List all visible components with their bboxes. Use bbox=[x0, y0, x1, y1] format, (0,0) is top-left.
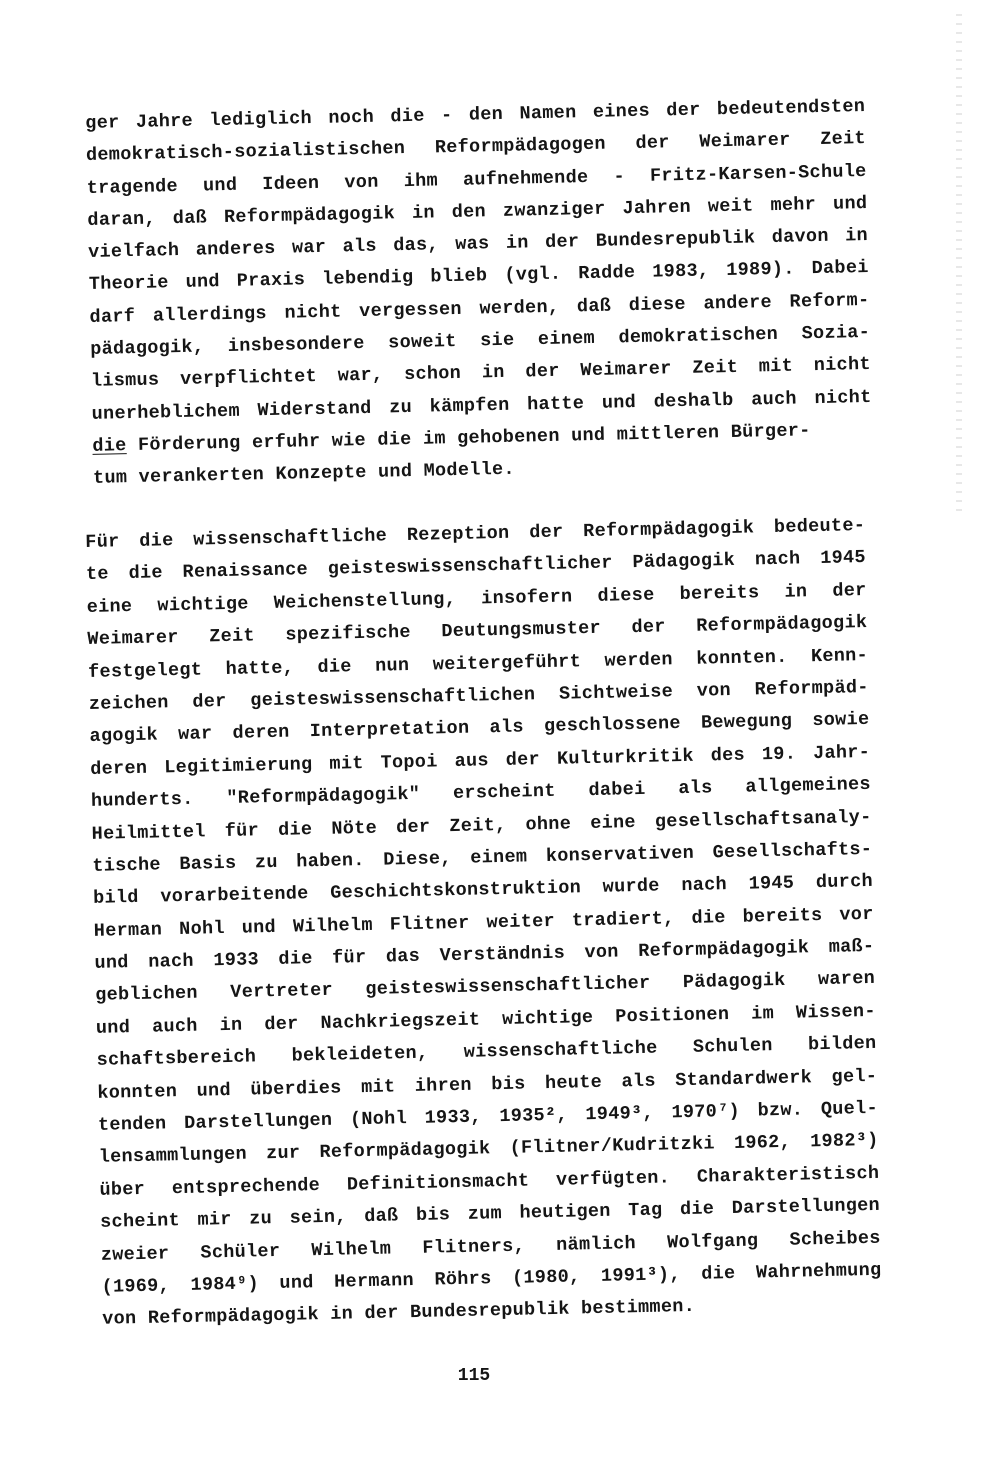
text-line: über entsprechende Definitionsmacht verfügten. Charakteristisch bbox=[99, 1162, 880, 1201]
text-line: vielfach anderes war als das, was in der Bundesrepublik davon in bbox=[87, 225, 869, 264]
text-line: lismus verpflichtet war, schon in der Weimarer Zeit mit nicht bbox=[90, 354, 872, 393]
paragraph-1 bbox=[85, 91, 873, 495]
text-line: festgelegt hatte, die nun weitergeführt werden konnten. Kenn- bbox=[87, 644, 869, 683]
text-line: scheint mir zu sein, daß bis zum heutigen Tag die Darstellungen bbox=[99, 1195, 881, 1234]
text-line: tum verankerten Konzepte und Modelle. bbox=[92, 458, 516, 490]
text-line: Herman Nohl und Wilhelm Flitner weiter tradiert, die bereits vor bbox=[93, 903, 874, 942]
text-line: Für die wissenschaftliche Rezeption der Reformpädagogik bedeute- bbox=[85, 514, 866, 553]
text-line-rest: Förderung erfuhr wie die im gehobenen und mittleren Bürger- bbox=[126, 420, 811, 457]
text-line: demokratisch-sozialistischen Reformpädagogen der Weimarer Zeit bbox=[85, 128, 867, 167]
text-line: daran, daß Reformpädagogik in den zwanziger Jahren weit mehr und bbox=[87, 192, 868, 231]
text-line: eine wichtige Weichenstellung, insofern diese bereits in der bbox=[86, 579, 867, 618]
text-line: und auch in der Nachkriegszeit wichtige Positionen im Wissen- bbox=[95, 1000, 876, 1039]
text-line: (1969, 1984⁹) und Hermann Röhrs (1980, 1991³), die Wahrnehmung bbox=[101, 1259, 882, 1298]
text-line: tragende und Ideen von ihm aufnehmende - Fritz-Karsen-Schule bbox=[86, 160, 867, 199]
text-line: zeichen der geisteswissenschaftlichen Sichtweise von Reformpäd- bbox=[88, 676, 869, 715]
text-line: und nach 1933 die für das Verständnis von Reformpädagogik maß- bbox=[94, 935, 875, 974]
underlined-word: die bbox=[92, 435, 127, 457]
paragraph-2 bbox=[85, 510, 882, 1337]
text-line: agogik war deren Interpretation als geschlossene Bewegung sowie bbox=[89, 709, 870, 748]
text-line: tenden Darstellungen (Nohl 1933, 1935², 1949³, 1970⁷) bzw. Quel- bbox=[97, 1097, 879, 1136]
scan-edge-artifact bbox=[956, 14, 962, 514]
text-line: von Reformpädagogik in der Bundesrepublik bestimmen. bbox=[102, 1296, 696, 1331]
text-line: geblichen Vertreter geisteswissenschaftlicher Pädagogik waren bbox=[95, 968, 876, 1007]
text-line: bild vorarbeitende Geschichtskonstruktion wurde nach 1945 durch bbox=[92, 871, 874, 910]
text-line: schaftsbereich bekleideten, wissenschaftliche Schulen bilden bbox=[96, 1033, 877, 1072]
text-line: te die Renaissance geisteswissenschaftlicher Pädagogik nach 1945 bbox=[85, 547, 867, 586]
text-line: hunderts. "Reformpädagogik" erscheint dabei als allgemeines bbox=[90, 774, 872, 813]
text-line: lensammlungen zur Reformpädagogik (Flitner/Kudritzki 1962, 1982³) bbox=[98, 1130, 879, 1169]
text-line: Heilmittel für die Nöte der Zeit, ohne eine gesellschaftsanaly- bbox=[91, 806, 872, 845]
page-number: 115 bbox=[457, 1366, 491, 1386]
text-line: zweier Schüler Wilhelm Flitners, nämlich Wolfgang Scheibes bbox=[100, 1227, 881, 1266]
text-line: tische Basis zu haben. Diese, einem konservativen Gesellschafts- bbox=[92, 838, 873, 877]
text-line: pädagogik, insbesondere soweit sie einem demokratischen Sozia- bbox=[90, 322, 871, 361]
text-line: deren Legitimierung mit Topoi aus der Kulturkritik des 19. Jahr- bbox=[90, 741, 871, 780]
text-line: ger Jahre lediglich noch die - den Namen eines der bedeutendsten bbox=[85, 95, 866, 134]
text-line: konnten und überdies mit ihren bis heute als Standardwerk gel- bbox=[97, 1065, 878, 1104]
text-line: darf allerdings nicht vergessen werden, daß diese andere Reform- bbox=[89, 289, 870, 328]
text-line: Theorie und Praxis lebendig blieb (vgl. Radde 1983, 1989). Dabei bbox=[88, 257, 869, 296]
text-line: Weimarer Zeit spezifische Deutungsmuster der Reformpädagogik bbox=[87, 612, 868, 651]
text-line: unerheblichem Widerstand zu kämpfen hatte und deshalb auch nicht bbox=[91, 386, 872, 425]
